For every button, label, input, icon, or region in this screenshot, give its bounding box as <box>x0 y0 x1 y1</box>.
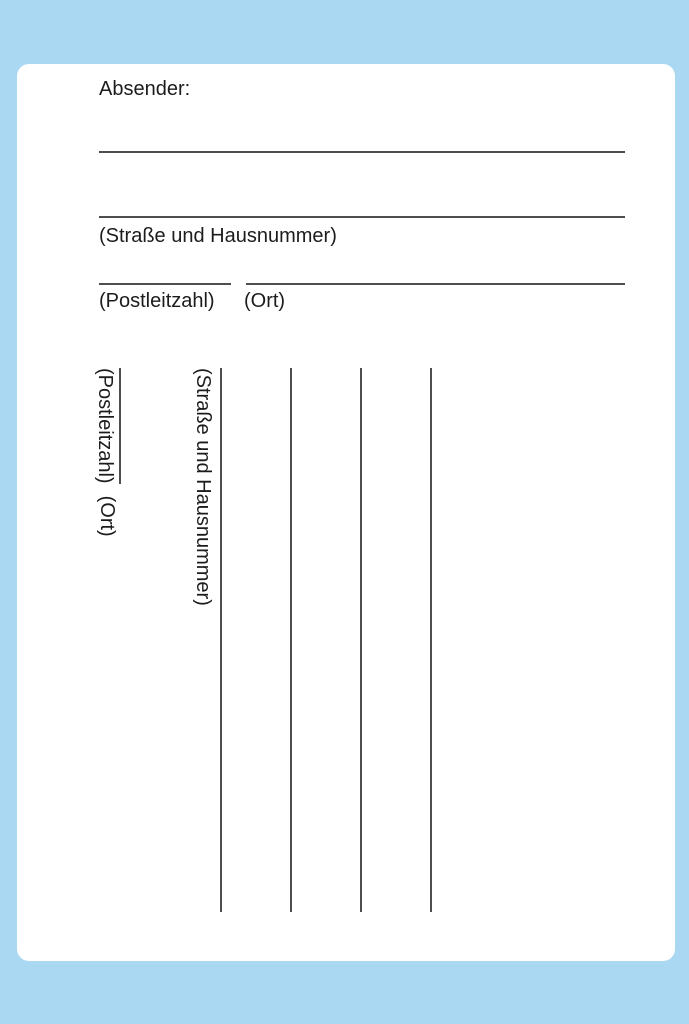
rotated-city-caption: (Ort) <box>96 495 118 537</box>
sender-name-line[interactable] <box>99 151 625 153</box>
sender-label: Absender: <box>99 78 191 100</box>
vertical-street-line[interactable] <box>220 368 222 912</box>
vertical-line-3[interactable] <box>360 368 362 912</box>
postcode-caption: (Postleitzahl) <box>99 290 215 312</box>
street-line[interactable] <box>99 216 625 218</box>
vertical-line-4[interactable] <box>430 368 432 912</box>
rotated-street-caption: (Straße und Hausnummer) <box>192 368 214 606</box>
city-line[interactable] <box>246 283 625 285</box>
rotated-postcode-caption: (Postleitzahl) <box>95 368 121 484</box>
postcode-line[interactable] <box>99 283 231 285</box>
rotated-street-group <box>193 368 217 606</box>
street-caption: (Straße und Hausnummer) <box>99 225 337 247</box>
rotated-postcode-city-group <box>95 368 121 537</box>
vertical-line-2[interactable] <box>290 368 292 912</box>
city-caption: (Ort) <box>244 290 286 312</box>
